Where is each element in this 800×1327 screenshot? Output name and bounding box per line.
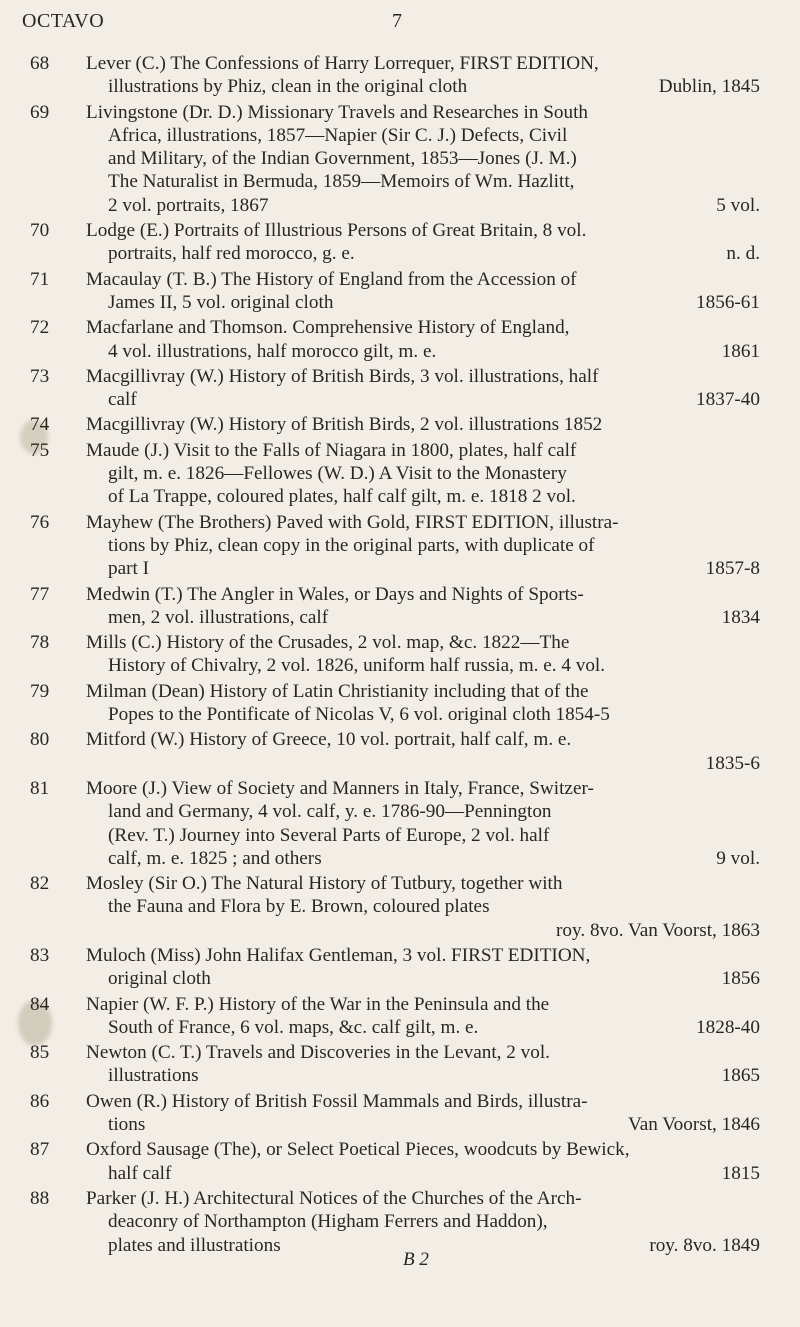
lot-date: roy. 8vo. 1849 bbox=[649, 1234, 760, 1256]
lot-number: 85 bbox=[30, 1042, 50, 1064]
lot-description: 4 vol. illustrations, half morocco gilt, m. e. bbox=[108, 340, 437, 362]
lot-line: Newton (C. T.) Travels and Discoveries in the Levant, 2 vol. bbox=[86, 1042, 550, 1064]
lot-line: Muloch (Miss) John Halifax Gentleman, 3 vol. FIRST EDITION, bbox=[86, 944, 591, 966]
lot-description: South of France, 6 vol. maps, &c. calf gilt, m. e. bbox=[108, 1016, 479, 1038]
lot-line bbox=[86, 242, 760, 265]
lot-number: 82 bbox=[30, 873, 50, 895]
lot-description: half calf bbox=[108, 1162, 172, 1184]
lot-line: Mitford (W.) History of Greece, 10 vol. portrait, half calf, m. e. bbox=[86, 729, 572, 751]
section-title: OCTAVO bbox=[22, 10, 105, 32]
lot-line: Popes to the Pontificate of Nicolas V, 6 vol. original cloth 1854-5 bbox=[108, 704, 610, 726]
lot-description: original cloth bbox=[108, 968, 211, 990]
lot-line: Macaulay (T. B.) The History of England from the Accession of bbox=[86, 268, 577, 290]
lot-description: James II, 5 vol. original cloth bbox=[108, 291, 334, 313]
lot-line: of La Trappe, coloured plates, half calf gilt, m. e. 1818 2 vol. bbox=[108, 486, 576, 508]
lot-number: 87 bbox=[30, 1139, 50, 1161]
lot-number: 75 bbox=[30, 439, 50, 461]
lot-line bbox=[86, 388, 760, 411]
lot-date: n. d. bbox=[726, 243, 760, 265]
lot-date: 1857-8 bbox=[705, 558, 760, 580]
lot-list bbox=[0, 52, 800, 1259]
page-header bbox=[22, 10, 778, 34]
lot-entry bbox=[0, 101, 800, 217]
signature-mark: B 2 bbox=[403, 1249, 429, 1270]
lot-description: 2 vol. portraits, 1867 bbox=[108, 194, 269, 216]
lot-number: 84 bbox=[30, 993, 50, 1015]
lot-date: 1828-40 bbox=[696, 1016, 760, 1038]
lot-number: 71 bbox=[30, 268, 50, 290]
lot-line bbox=[86, 967, 760, 990]
lot-line: Africa, illustrations, 1857—Napier (Sir C. J.) Defects, Civil bbox=[108, 124, 568, 146]
lot-line: Mosley (Sir O.) The Natural History of Tutbury, together with bbox=[86, 873, 563, 895]
lot-line: Lever (C.) The Confessions of Harry Lorrequer, FIRST EDITION, bbox=[86, 53, 599, 74]
lot-entry bbox=[0, 439, 800, 509]
lot-line bbox=[86, 75, 760, 98]
lot-number: 77 bbox=[30, 583, 50, 605]
lot-description: part I bbox=[108, 558, 150, 580]
lot-line bbox=[86, 340, 760, 363]
lot-number: 83 bbox=[30, 944, 50, 966]
lot-line bbox=[86, 1064, 760, 1087]
lot-line: Macgillivray (W.) History of British Birds, 2 vol. illustrations 1852 bbox=[86, 414, 603, 436]
lot-line: Maude (J.) Visit to the Falls of Niagara in 1800, plates, half calf bbox=[86, 439, 577, 461]
page-number: 7 bbox=[392, 10, 403, 32]
lot-number: 73 bbox=[30, 365, 50, 387]
lot-date: 1865 bbox=[721, 1065, 760, 1087]
lot-number: 81 bbox=[30, 777, 50, 799]
lot-description: calf, m. e. 1825 ; and others bbox=[108, 847, 322, 869]
lot-date: 9 vol. bbox=[716, 847, 760, 869]
lot-line: (Rev. T.) Journey into Several Parts of Europe, 2 vol. half bbox=[108, 824, 550, 846]
lot-description: illustrations by Phiz, clean in the original cloth bbox=[108, 76, 468, 98]
lot-entry bbox=[0, 365, 800, 412]
lot-entry bbox=[0, 680, 800, 727]
lot-line bbox=[86, 847, 760, 870]
lot-line: Oxford Sausage (The), or Select Poetical Pieces, woodcuts by Bewick, bbox=[86, 1139, 630, 1161]
lot-line: Napier (W. F. P.) History of the War in the Peninsula and the bbox=[86, 993, 550, 1015]
lot-entry bbox=[0, 413, 800, 436]
lot-line: tions by Phiz, clean copy in the original parts, with duplicate of bbox=[108, 534, 595, 556]
lot-number: 74 bbox=[30, 414, 50, 436]
lot-entry bbox=[0, 1041, 800, 1088]
lot-entry bbox=[0, 219, 800, 266]
lot-line bbox=[86, 1113, 760, 1136]
lot-line: Mills (C.) History of the Crusades, 2 vol. map, &c. 1822—The bbox=[86, 632, 570, 654]
lot-line: History of Chivalry, 2 vol. 1826, uniform half russia, m. e. 4 vol. bbox=[108, 655, 606, 677]
lot-date: roy. 8vo. Van Voorst, 1863 bbox=[556, 919, 760, 941]
lot-line bbox=[86, 606, 760, 629]
lot-line: The Naturalist in Bermuda, 1859—Memoirs of Wm. Hazlitt, bbox=[108, 171, 575, 193]
lot-entry bbox=[0, 728, 800, 775]
lot-date: 1835-6 bbox=[705, 752, 760, 774]
lot-entry bbox=[0, 1090, 800, 1137]
lot-line: gilt, m. e. 1826—Fellowes (W. D.) A Visit to the Monastery bbox=[108, 463, 567, 485]
lot-line bbox=[86, 557, 760, 580]
lot-entry bbox=[0, 993, 800, 1040]
lot-line: deaconry of Northampton (Higham Ferrers and Haddon), bbox=[108, 1211, 548, 1233]
lot-entry bbox=[0, 316, 800, 363]
lot-description: men, 2 vol. illustrations, calf bbox=[108, 606, 329, 628]
lot-line: Moore (J.) View of Society and Manners in Italy, France, Switzer- bbox=[86, 777, 594, 799]
lot-line: Owen (R.) History of British Fossil Mammals and Birds, illustra- bbox=[86, 1090, 588, 1112]
lot-number: 72 bbox=[30, 317, 50, 339]
lot-number: 69 bbox=[30, 101, 50, 123]
lot-entry bbox=[0, 944, 800, 991]
lot-number: 86 bbox=[30, 1090, 50, 1112]
lot-date: 1815 bbox=[721, 1162, 760, 1184]
lot-number: 80 bbox=[30, 729, 50, 751]
lot-date: 1837-40 bbox=[696, 389, 760, 411]
lot-description: plates and illustrations bbox=[108, 1234, 281, 1256]
lot-line bbox=[86, 1162, 760, 1185]
lot-entry bbox=[0, 1187, 800, 1257]
lot-date: Van Voorst, 1846 bbox=[627, 1114, 760, 1136]
lot-entry bbox=[0, 1138, 800, 1185]
lot-line bbox=[86, 752, 760, 775]
lot-entry bbox=[0, 268, 800, 315]
lot-line: the Fauna and Flora by E. Brown, coloured plates bbox=[108, 896, 490, 918]
lot-line: Mayhew (The Brothers) Paved with Gold, FIRST EDITION, illustra- bbox=[86, 511, 619, 533]
lot-number: 88 bbox=[30, 1187, 50, 1209]
lot-line: Macfarlane and Thomson. Comprehensive History of England, bbox=[86, 317, 570, 339]
lot-date: 1861 bbox=[721, 340, 760, 362]
lot-line: land and Germany, 4 vol. calf, y. e. 1786-90—Pennington bbox=[108, 801, 552, 823]
lot-description: calf bbox=[108, 389, 137, 411]
lot-description: illustrations bbox=[108, 1065, 199, 1087]
lot-date: Dublin, 1845 bbox=[658, 76, 760, 98]
lot-date: 1856 bbox=[721, 968, 760, 990]
lot-description: tions bbox=[108, 1114, 146, 1136]
lot-line bbox=[86, 291, 760, 314]
lot-line: Medwin (T.) The Angler in Wales, or Days and Nights of Sports- bbox=[86, 583, 584, 605]
lot-line: Parker (J. H.) Architectural Notices of the Churches of the Arch- bbox=[86, 1187, 582, 1209]
lot-number: 70 bbox=[30, 220, 50, 242]
lot-line bbox=[86, 919, 760, 942]
lot-line bbox=[86, 194, 760, 217]
lot-date: 5 vol. bbox=[716, 194, 760, 216]
lot-number: 76 bbox=[30, 511, 50, 533]
lot-line: Lodge (E.) Portraits of Illustrious Persons of Great Britain, 8 vol. bbox=[86, 220, 587, 242]
lot-line: Livingstone (Dr. D.) Missionary Travels and Researches in South bbox=[86, 101, 589, 123]
lot-number: 68 bbox=[30, 53, 50, 74]
lot-entry bbox=[0, 631, 800, 678]
lot-date: 1856-61 bbox=[696, 291, 760, 313]
lot-entry bbox=[0, 52, 800, 99]
lot-number: 78 bbox=[30, 632, 50, 654]
lot-entry bbox=[0, 583, 800, 630]
lot-description: portraits, half red morocco, g. e. bbox=[108, 243, 355, 265]
lot-entry bbox=[0, 511, 800, 581]
lot-line: Milman (Dean) History of Latin Christianity including that of the bbox=[86, 680, 589, 702]
lot-entry bbox=[0, 777, 800, 870]
lot-date: 1834 bbox=[721, 606, 760, 628]
lot-line bbox=[86, 1016, 760, 1039]
lot-line: Macgillivray (W.) History of British Birds, 3 vol. illustrations, half bbox=[86, 365, 599, 387]
lot-number: 79 bbox=[30, 680, 50, 702]
lot-entry bbox=[0, 872, 800, 942]
lot-line: and Military, of the Indian Government, 1853—Jones (J. M.) bbox=[108, 148, 577, 170]
